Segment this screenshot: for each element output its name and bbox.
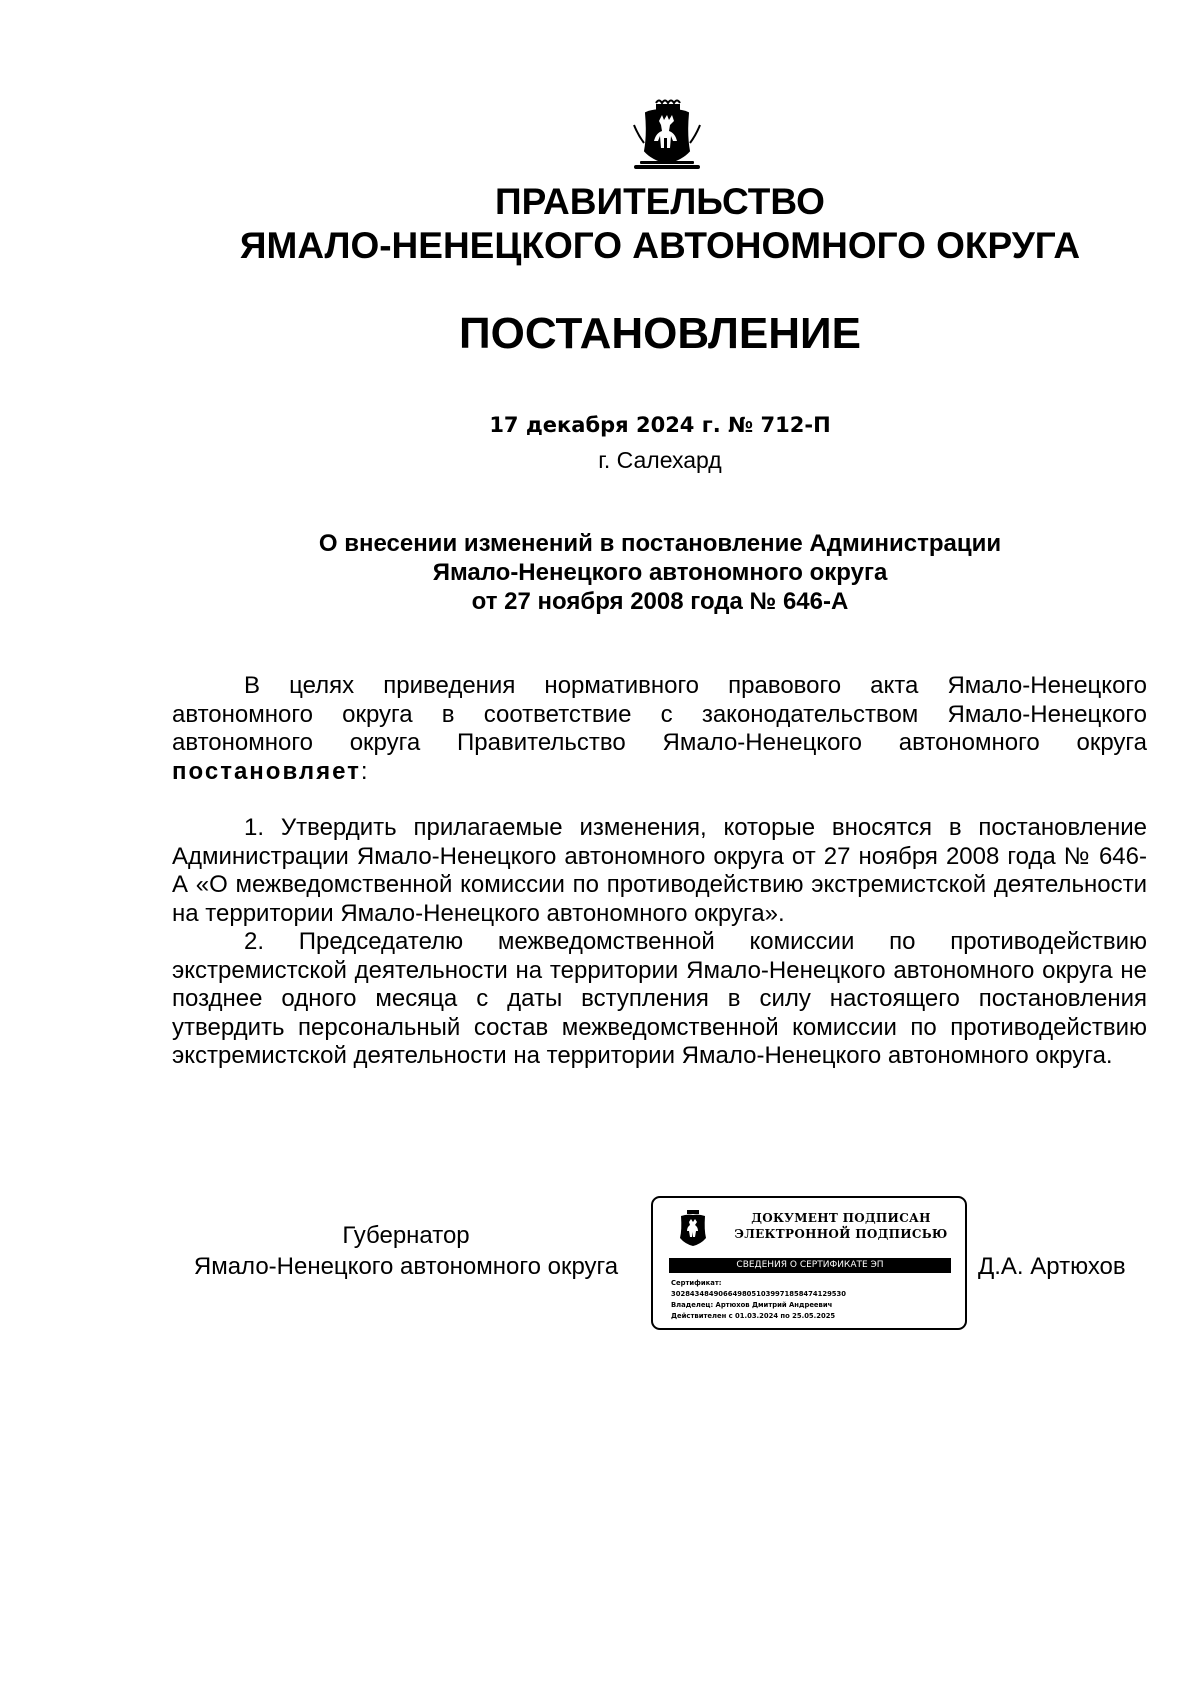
electronic-signature-stamp	[651, 1196, 967, 1330]
document-city: г. Салехард	[598, 447, 722, 473]
decree-items	[172, 814, 1147, 1071]
government-title-line1: ПРАВИТЕЛЬСТВО	[495, 181, 825, 222]
stamp-certificate-details	[671, 1278, 961, 1322]
stamp-certificate-value: 3028434849066498051039971858474129530	[671, 1290, 846, 1298]
document-type-heading: ПОСТАНОВЛЕНИЕ	[458, 309, 862, 358]
document-date-number: 17 декабря 2024 г. № 712-П	[489, 413, 831, 437]
stamp-owner: Владелец: Артюхов Дмитрий Андреевич	[671, 1301, 833, 1309]
stamp-title-line1: ДОКУМЕНТ ПОДПИСАН	[751, 1211, 931, 1225]
signatory-position-line2: Ямало-Ненецкого автономного округа	[193, 1253, 619, 1280]
stamp-certificate-label: Сертификат:	[671, 1279, 722, 1287]
decree-item-1: 1. Утвердить прилагаемые изменения, которые вносятся в постановление Администрации Ямало-Ненецкого автономного округа от 27 ноября 2008 года № 646-А «О межведомственной комиссии по противодействию экстремистской деятельности на территории Ямало-Ненецкого автономного округа».	[172, 814, 1147, 927]
subject-line3: от 27 ноября 2008 года № 646-А	[471, 588, 849, 615]
stamp-validity: Действителен с 01.03.2024 по 25.05.2025	[671, 1312, 836, 1320]
signatory-name: Д.А. Артюхов	[978, 1253, 1126, 1280]
stamp-emblem-icon	[675, 1208, 711, 1248]
decree-item-2: 2. Председателю межведомственной комиссии по противодействию экстремистской деятельности на территории Ямало-Ненецкого автономного округа не позднее одного месяца с даты вступления в силу настоящего постановления утвердить персональный состав межведомственной комиссии по противодействию экстремистской деятельности на территории Ямало-Ненецкого автономного округа.	[172, 928, 1147, 1069]
stamp-certificate-bar: СВЕДЕНИЯ О СЕРТИФИКАТЕ ЭП	[669, 1258, 951, 1273]
preamble-paragraph	[172, 672, 1147, 786]
stamp-title	[723, 1210, 959, 1242]
subject-line1: О внесении изменений в постановление Администрации	[318, 530, 1002, 557]
government-title-line2: ЯМАЛО-НЕНЕЦКОГО АВТОНОМНОГО ОКРУГА	[239, 225, 1081, 266]
preamble-text: В целях приведения нормативного правового акта Ямало-Ненецкого автономного округа в соответствие с законодательством Ямало-Ненецкого автономного округа Правительство Ямало-Ненецкого автономного округа	[172, 672, 1147, 756]
decree-colon: :	[360, 757, 368, 785]
signatory-position	[172, 1220, 640, 1282]
signatory-position-line1: Губернатор	[342, 1222, 470, 1249]
document-subject	[0, 529, 1200, 616]
subject-line2: Ямало-Ненецкого автономного округа	[432, 559, 888, 586]
stamp-title-line2: ЭЛЕКТРОННОЙ ПОДПИСЬЮ	[734, 1227, 948, 1241]
yanao-coat-of-arms-icon	[626, 95, 708, 177]
decree-word: постановляет	[172, 757, 361, 785]
